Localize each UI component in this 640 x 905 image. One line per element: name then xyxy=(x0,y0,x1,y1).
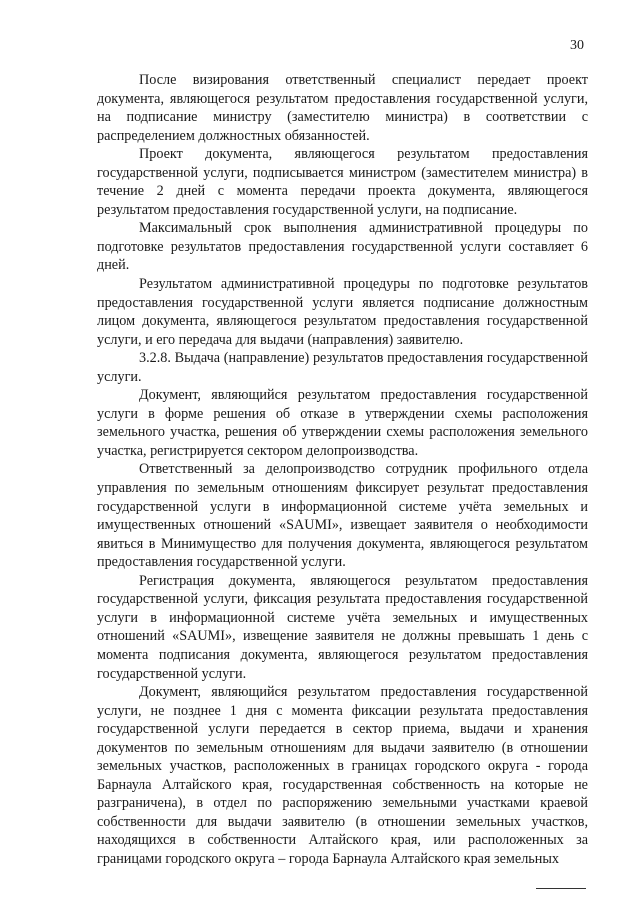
page-number: 30 xyxy=(570,38,584,53)
paragraph-registration-sector: Документ, являющийся результатом предоставления государственной услуги в форме решения об отказе в утверждении схемы расположения земельного участка, решения об утверждении схемы расположения земельного участка, регистрируется сектором делопроизводства. xyxy=(97,387,588,459)
section-heading-3-2-8: 3.2.8. Выдача (направление) результатов предоставления государственной услуги. xyxy=(97,350,588,385)
paragraph-signing-term: Проект документа, являющегося результатом предоставления государственной услуги, подписывается министром (заместителем министра) в течение 2 дней с момента передачи проекта документа, являющегося результатом предоставления государственной услуги, на подписание. xyxy=(97,146,588,218)
paragraph-document-transfer: Документ, являющийся результатом предоставления государственной услуги, не позднее 1 дня с момента фиксации результата предоставления государственной услуги передается в сектор приема, выдачи и хранения документов по земельным отношениям для выдачи заявителю (в отношении земельных участков, расположенных в границах городского округа - города Барнаула Алтайского края, государственная собственность на которые не разграничена), в отдел по распоряжению земельными участками краевой собственности для выдачи заявителю (в отношении земельных участков, находящихся в собственности Алтайского края, или расположенных за границами городского округа – города Барнаула Алтайского края земельных xyxy=(97,684,588,867)
document-body xyxy=(97,71,588,869)
paragraph-signing-submission: После визирования ответственный специалист передает проект документа, являющегося результатом предоставления государственной услуги, на подписание министру (заместителю министра) в соответствии с распределением должностных обязанностей. xyxy=(97,72,588,144)
paragraph-registration-time: Регистрация документа, являющегося результатом предоставления государственной услуги, фиксация результата предоставления государственной услуги в информационной системе учёта земельных и имущественных отношений «SAUMI», извещение заявителя не должны превышать 1 день с момента подписания документа, являющегося результатом предоставления государственной услуги. xyxy=(97,572,588,682)
paragraph-saumi-fixation: Ответственный за делопроизводство сотрудник профильного отдела управления по земельным отношениям фиксирует результат предоставления государственной услуги в информационной системе учёта земельных и имущественных отношений «SAUMI», извещает заявителя о необходимости явиться в Минимущество для получения документа, являющегося результатом предоставления государственной услуги. xyxy=(97,461,588,571)
paragraph-procedure-result: Результатом административной процедуры по подготовке результатов предоставления государственной услуги является подписание должностным лицом документа, являющегося результатом предоставления государственной услуги, и его передача для выдачи (направления) заявителю. xyxy=(97,276,588,348)
paragraph-max-duration: Максимальный срок выполнения административной процедуры по подготовке результатов предоставления государственной услуги составляет 6 дней. xyxy=(97,220,588,274)
footer-divider xyxy=(536,888,586,889)
